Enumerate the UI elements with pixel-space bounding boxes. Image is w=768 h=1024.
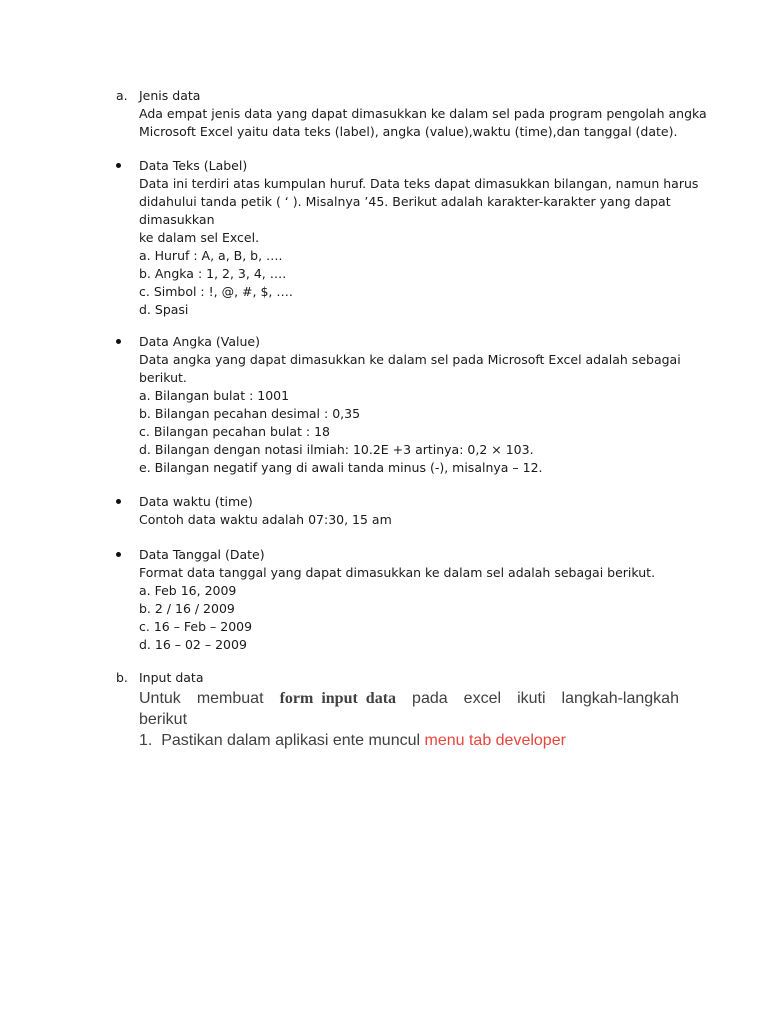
section-a-title: Jenis data: [139, 88, 201, 103]
step-item: [139, 730, 679, 751]
list-item: d. 16 – 02 – 2009: [139, 637, 247, 652]
paragraph-line: didahului tanda petik ( ‘ ). Misalnya ’45. Berikut adalah karakter-karakter yang dapat: [139, 194, 671, 209]
paragraph-line: Data ini terdiri atas kumpulan huruf. Data teks dapat dimasukkan bilangan, namun harus: [139, 176, 699, 191]
paragraph-line: dimasukkan: [139, 212, 215, 227]
step-number: 1.: [139, 732, 153, 749]
list-item: a. Huruf : A, a, B, b, ….: [139, 248, 283, 263]
section-a-marker: a.: [116, 88, 128, 103]
data-teks-title: Data Teks (Label): [139, 158, 248, 173]
list-item: d. Bilangan dengan notasi ilmiah: 10.2E +3 artinya: 0,2 × 103.: [139, 442, 534, 457]
bullet-icon: [116, 163, 121, 168]
bullet-icon: [116, 339, 121, 344]
paragraph-line: Format data tanggal yang dapat dimasukkan ke dalam sel adalah sebagai berikut.: [139, 565, 656, 580]
bullet-icon: [116, 552, 121, 557]
list-item: c. Simbol : !, @, #, $, ….: [139, 284, 293, 299]
paragraph-line: berikut.: [139, 370, 187, 385]
list-item: d. Spasi: [139, 302, 189, 317]
data-waktu-title: Data waktu (time): [139, 494, 253, 509]
paragraph-line: Ada empat jenis data yang dapat dimasukkan ke dalam sel pada program pengolah angka: [139, 106, 707, 121]
section-b-marker: b.: [116, 670, 128, 685]
highlighted-text: menu tab developer: [424, 732, 566, 749]
data-tanggal-title: Data Tanggal (Date): [139, 547, 265, 562]
list-item: a. Bilangan bulat : 1001: [139, 388, 290, 403]
data-angka-title: Data Angka (Value): [139, 334, 260, 349]
list-item: c. Bilangan pecahan bulat : 18: [139, 424, 331, 439]
intro-line: Untuk membuat form input data pada excel ikuti langkah-langkah: [139, 690, 679, 707]
list-item: b. Angka : 1, 2, 3, 4, ….: [139, 266, 287, 281]
section-b-intro: [139, 688, 679, 751]
section-b-title: Input data: [139, 670, 204, 685]
list-item: e. Bilangan negatif yang di awali tanda minus (-), misalnya – 12.: [139, 460, 543, 475]
list-item: b. 2 / 16 / 2009: [139, 601, 235, 616]
bullet-icon: [116, 499, 121, 504]
list-item: c. 16 – Feb – 2009: [139, 619, 253, 634]
paragraph-line: ke dalam sel Excel.: [139, 230, 260, 245]
list-item: a. Feb 16, 2009: [139, 583, 237, 598]
paragraph-line: Microsoft Excel yaitu data teks (label), angka (value),waktu (time),dan tanggal (date).: [139, 124, 678, 139]
step-text: Pastikan dalam aplikasi ente muncul: [161, 732, 421, 749]
form-input-data-term: form input data: [279, 690, 397, 707]
intro-line-2: berikut: [139, 711, 188, 728]
paragraph-line: Contoh data waktu adalah 07:30, 15 am: [139, 512, 392, 527]
list-item: b. Bilangan pecahan desimal : 0,35: [139, 406, 361, 421]
paragraph-line: Data angka yang dapat dimasukkan ke dalam sel pada Microsoft Excel adalah sebagai: [139, 352, 681, 367]
